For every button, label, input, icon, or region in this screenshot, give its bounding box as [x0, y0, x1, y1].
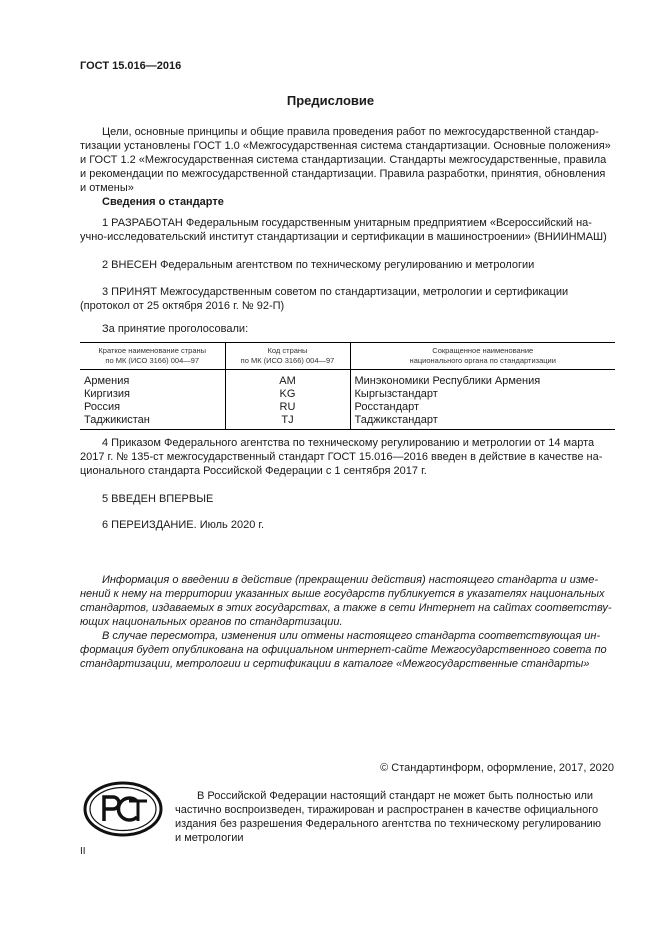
- item-line: 2017 г. № 135-ст межгосударственный стандарт ГОСТ 15.016—2016 введен в действие в качестве на-: [80, 451, 603, 463]
- item-line: 5 ВВЕДЕН ВПЕРВЫЕ: [102, 493, 214, 505]
- intro-line: тизации установлены ГОСТ 1.0 «Межгосударственная система стандартизации. Основные положения»: [80, 140, 611, 152]
- code-cell: RU: [225, 401, 350, 414]
- notice-line: В Российской Федерации настоящий стандарт не может быть полностью или: [197, 790, 594, 802]
- country-cell: Таджикистан: [80, 414, 225, 430]
- rst-certification-mark-icon: [82, 779, 164, 844]
- header-line: национального органа по стандартизации: [409, 356, 556, 365]
- item-line: 1 РАЗРАБОТАН Федеральным государственным унитарным предприятием «Всероссийский на-: [102, 217, 592, 229]
- section-title: Сведения о стандарте: [102, 196, 224, 208]
- country-cell: Армения: [80, 370, 225, 389]
- item-line: 6 ПЕРЕИЗДАНИЕ. Июль 2020 г.: [102, 519, 265, 531]
- intro-paragraph: [80, 125, 615, 195]
- body-cell: Кыргызстандарт: [354, 388, 438, 400]
- table-row: [80, 370, 615, 389]
- intro-line: и ГОСТ 1.2 «Межгосударственная система стандартизации. Стандарты межгосударственные, правила: [80, 154, 607, 166]
- item-developed: [80, 216, 615, 244]
- country-cell: Россия: [80, 401, 225, 414]
- item-line: 2 ВНЕСЕН Федеральным агентством по техническому регулированию и метрологии: [102, 259, 535, 271]
- notice-line: частично воспроизведен, тиражирован и распространен в качестве официального: [175, 804, 599, 816]
- country-cell: Киргизия: [80, 388, 225, 401]
- notice-line: и метрологии: [175, 832, 244, 844]
- table-row: [80, 388, 615, 401]
- header-line: Краткое наименование страны: [98, 346, 207, 355]
- intro-line: и рекомендации по межгосударственной стандартизации. Правила разработки, принятия, обновления: [80, 168, 606, 180]
- header-line: по МК (ИСО 3166) 004—97: [240, 356, 335, 365]
- header-line: Сокращенное наименование: [432, 346, 534, 355]
- info-paragraph-revision: [80, 629, 615, 671]
- item-adopted: [80, 285, 615, 313]
- vote-intro-text: За принятие проголосовали:: [102, 323, 249, 335]
- item-line: ционального стандарта Российской Федерации с 1 сентября 2017 г.: [80, 465, 427, 477]
- info-paragraph-publication: [80, 573, 615, 629]
- intro-line: и отмены»: [80, 182, 134, 194]
- column-header-body: [350, 343, 615, 370]
- item-line: 3 ПРИНЯТ Межгосударственным советом по стандартизации, метрологии и сертификации: [102, 286, 569, 298]
- body-cell: Росстандарт: [354, 401, 420, 413]
- copyright-line: © Стандартинформ, оформление, 2017, 2020: [380, 762, 614, 774]
- reproduction-notice: [175, 789, 615, 845]
- header-line: Код страны: [267, 346, 308, 355]
- vote-intro: [80, 322, 615, 336]
- notice-line: издания без разрешения Федерального агентства по техническому регулированию: [175, 818, 602, 830]
- body-cell: Минэкономики Республики Армения: [354, 375, 541, 387]
- page-title: Предисловие: [286, 93, 375, 108]
- info-line: нений к нему на территории указанных выше государств публикуется в указателях национальных: [80, 588, 605, 600]
- code-cell: KG: [225, 388, 350, 401]
- intro-line: Цели, основные принципы и общие правила проведения работ по межгосударственной стандар-: [102, 126, 599, 138]
- document-id: ГОСТ 15.016—2016: [80, 60, 182, 72]
- item-line: 4 Приказом Федерального агентства по техническому регулированию и метрологии от 14 марта: [102, 437, 595, 449]
- code-cell: TJ: [225, 414, 350, 430]
- table-row: [80, 401, 615, 414]
- code-cell: AM: [225, 370, 350, 389]
- info-line: Информация о введении в действие (прекращении действия) настоящего стандарта и изме-: [102, 574, 599, 586]
- info-line: формация будет опубликована на официальном интернет-сайте Межгосударственного совета по: [80, 644, 607, 656]
- info-line: стандартизации, метрологии и сертификации в каталоге «Межгосударственные стандарты»: [80, 658, 590, 670]
- info-line: ющих национальных органов по стандартизации.: [80, 616, 343, 628]
- voting-table: [80, 342, 615, 430]
- header-line: по МК (ИСО 3166) 004—97: [105, 356, 200, 365]
- item-line: (протокол от 25 октября 2016 г. № 92-П): [80, 300, 285, 312]
- item-enacted: [80, 436, 615, 478]
- item-reissue: [80, 518, 615, 532]
- info-line: В случае пересмотра, изменения или отмены настоящего стандарта соответствующая ин-: [102, 630, 601, 642]
- column-header-country: [80, 343, 225, 370]
- info-line: стандартов, издаваемых в этих государствах, а также в сети Интернет на сайтах соответству-: [80, 602, 612, 614]
- item-submitted: [80, 258, 615, 272]
- column-header-code: [225, 343, 350, 370]
- page-number: II: [80, 846, 86, 857]
- item-line: учно-исследовательский институт стандартизации и сертификации в машиностроении» (ВНИИНМАШ): [80, 231, 607, 243]
- body-cell: Таджикстандарт: [350, 414, 615, 430]
- table-row: [80, 414, 615, 430]
- item-first-introduced: [80, 492, 615, 506]
